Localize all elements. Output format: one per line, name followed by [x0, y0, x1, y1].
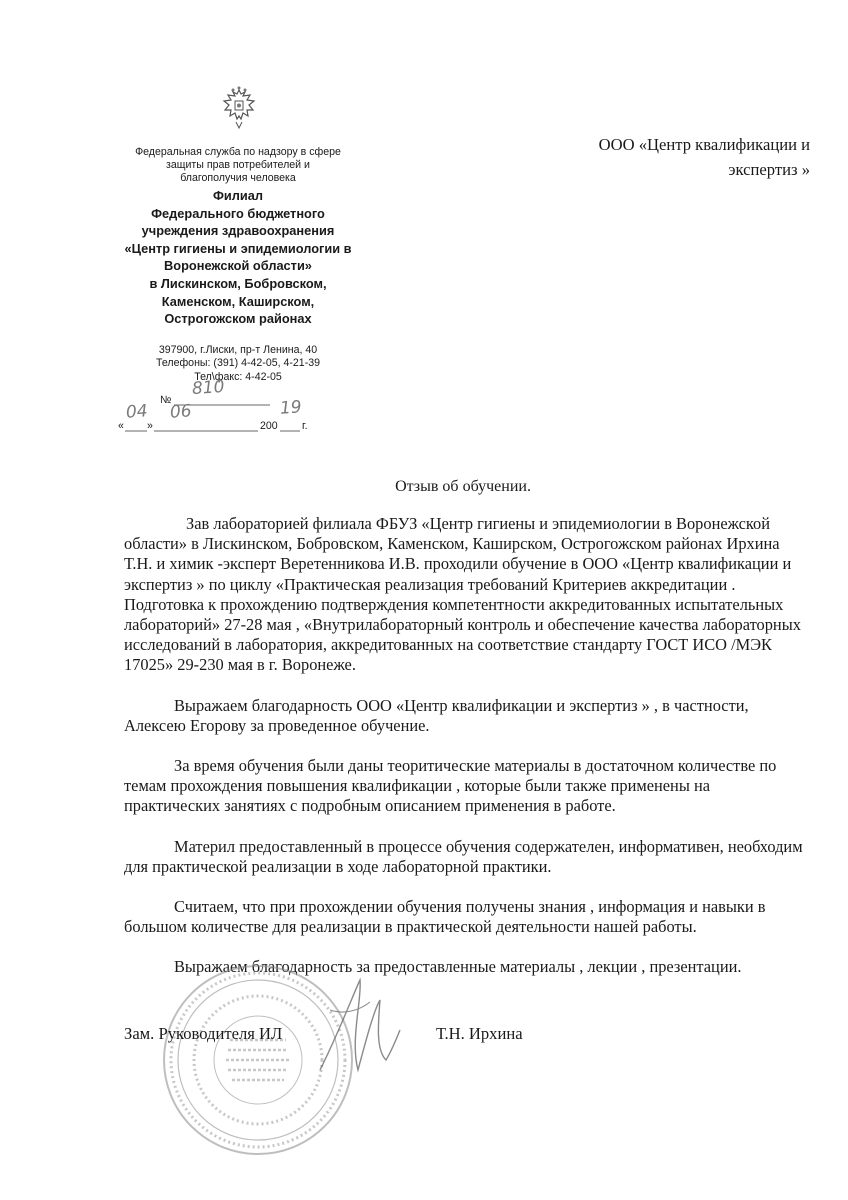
recipient-line: ООО «Центр квалификации и: [598, 135, 810, 154]
agency-name: [78, 146, 398, 185]
number-label: №: [160, 394, 172, 406]
handwritten-day: 04: [125, 401, 149, 423]
branch-line: Воронежской области»: [164, 258, 312, 274]
coat-of-arms-emblem: [218, 86, 260, 132]
branch-line: Каменском, Каширском,: [161, 293, 315, 309]
body-paragraph: Считаем, что при прохождении обучения получены знания , информация и навыки в большом количестве для реализации в практической деятельности нашей работы.: [124, 897, 766, 937]
signatory-name: Т.Н. Ирхина: [436, 1024, 523, 1043]
branch-line: учреждения здравоохранения: [141, 223, 335, 239]
month-underline: [154, 430, 258, 432]
year-underline: [280, 430, 300, 432]
handwritten-number: 810: [191, 376, 226, 400]
branch-line: Острогожском районах: [164, 311, 312, 327]
branch-line: Федерального бюджетного: [151, 205, 325, 221]
handwritten-signature: [300, 970, 420, 1090]
document-title: Отзыв об обучении.: [395, 478, 531, 495]
body-paragraph: Выражаем благодарность ООО «Центр квалификации и экспертиз » , в частности, Алексею Егорову за проведенное обучение.: [124, 695, 749, 735]
agency-line: благополучия человека: [180, 172, 296, 184]
letter-body: [124, 514, 804, 998]
handwritten-month: 06: [169, 401, 193, 423]
phone-line: Телефоны: (391) 4-42-05, 4-21-39: [155, 357, 321, 370]
sender-address: [78, 344, 398, 385]
fax-line: Тел\факс: 4-42-05: [194, 370, 282, 383]
date-open-quote: «: [118, 420, 124, 432]
handwritten-year: 19: [279, 397, 303, 419]
body-paragraph: Выражаем благодарность за предоставленные материалы , лекции , презентации.: [174, 957, 742, 977]
year-suffix: г.: [302, 420, 308, 432]
letterhead: [78, 146, 398, 384]
day-underline: [125, 430, 147, 432]
recipient-line: экспертиз »: [728, 160, 810, 179]
branch-line: Филиал: [212, 188, 264, 203]
branch-name: [78, 187, 398, 328]
date-close-quote: »: [147, 420, 153, 432]
address-line: 397900, г.Лиски, пр-т Ленина, 40: [158, 343, 318, 356]
body-paragraph: Материл предоставленный в процессе обучения содержателен, информативен, необходим для практической реализации в ходе лабораторной практики.: [124, 836, 803, 876]
agency-line: защиты прав потребителей и: [166, 159, 310, 171]
recipient-block: [548, 132, 810, 182]
branch-line: «Центр гигиены и эпидемиологии в: [124, 240, 352, 256]
branch-line: в Лискинском, Бобровском,: [149, 275, 327, 291]
signatory-position: Зам. Руководителя ИЛ: [124, 1024, 283, 1043]
body-paragraph: Зав лабораторией филиала ФБУЗ «Центр гигиены и эпидемиологии в Воронежской области» в Лискинском, Бобровском, Каменском, Каширском, Острогожском районах Ирхина Т.Н. и химик -эксперт Веретенникова И.В. проходили обучение в ООО «Центр квалификации и экспертиз » по циклу «Практическая реализация требований Критериев аккредитации . Подготовка к прохождению подтверждения компетентности аккредитованных испытательных лабораторий» 27-28 мая , «Внутрилабораторный контроль и обеспечение качества лабораторных исследований в лаборатория, аккредитованных на соответствие стандарту ГОСТ ИСО /МЭК 17025» 29-230 мая в г. Воронеже.: [124, 514, 801, 675]
agency-line: Федеральная служба по надзору в сфере: [135, 146, 341, 158]
body-paragraph: За время обучения были даны теоритические материалы в достаточном количестве по темам прохождения повышения квалификации , которые были также применены на практических занятиях с подробным описанием применения в работе.: [124, 756, 777, 816]
year-prefix: 200: [260, 420, 278, 432]
